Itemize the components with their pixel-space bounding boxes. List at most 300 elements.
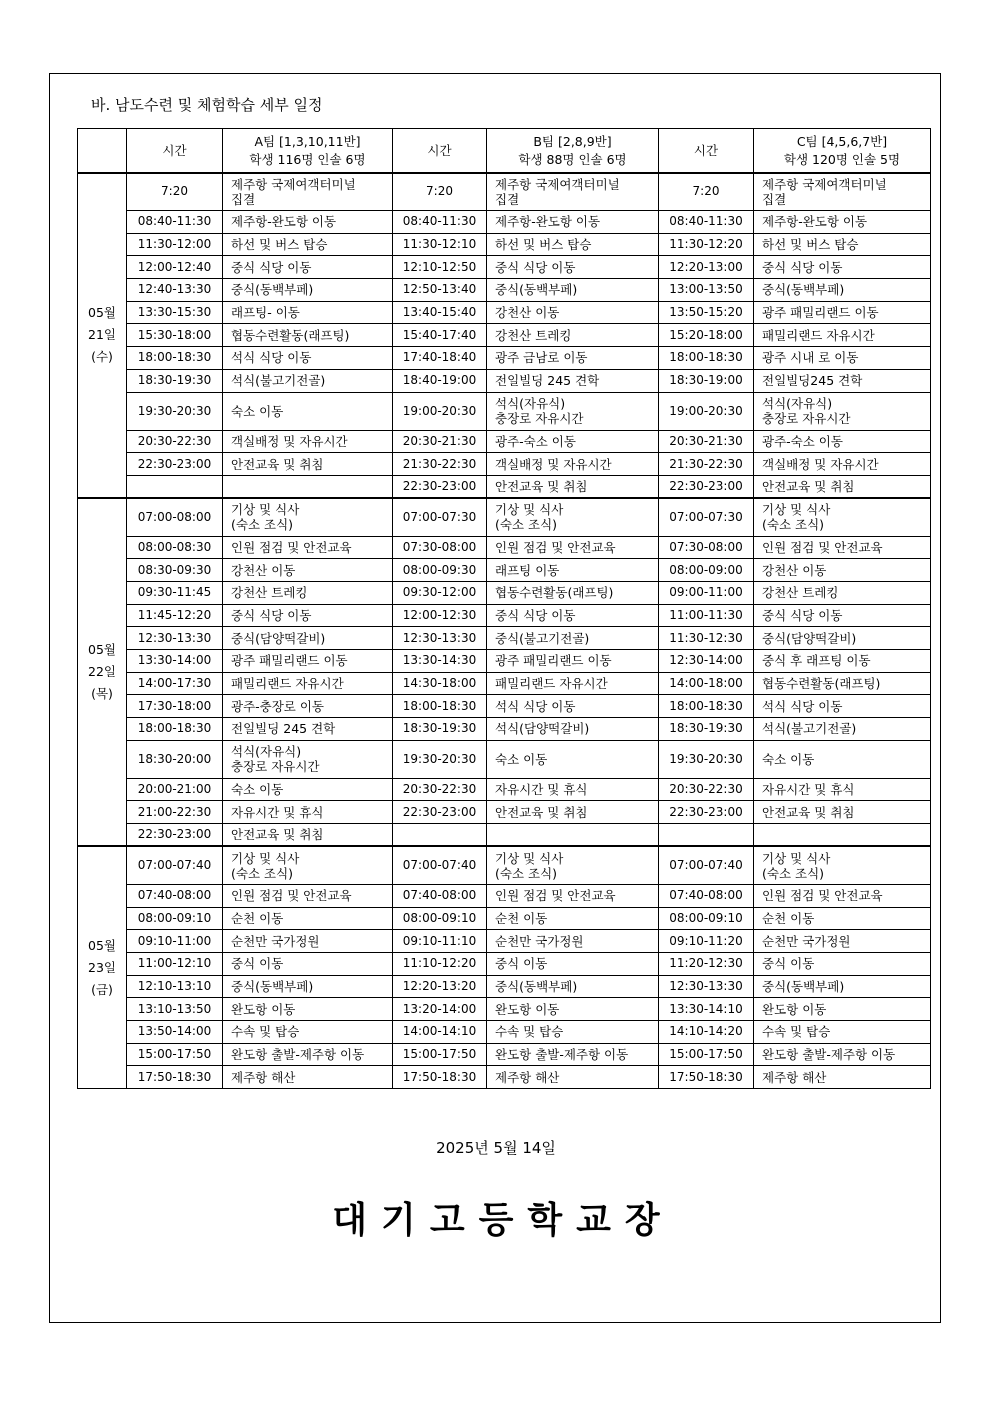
activity-line: 강천산 트레킹 [762, 585, 839, 601]
activity-line: 하선 및 버스 탑승 [495, 237, 592, 253]
team-a-activity [223, 369, 393, 392]
activity-line: 안전교육 및 취침 [231, 456, 324, 472]
schedule-row [78, 211, 931, 234]
activity-line: 인원 점검 및 안전교육 [231, 539, 352, 555]
team-a-activity [223, 324, 393, 347]
activity-line: 광주 시내 로 이동 [762, 350, 859, 366]
team-c-time: 17:50-18:30 [659, 1066, 754, 1089]
activity-line: 숙소 이동 [231, 782, 284, 798]
team-b-time: 08:00-09:30 [393, 559, 487, 582]
team-c-time: 12:20-13:00 [659, 256, 754, 279]
activity-line: 집결 [231, 191, 256, 207]
team-b-time: 20:30-21:30 [393, 430, 487, 453]
activity-line: 인원 점검 및 안전교육 [495, 888, 616, 904]
team-b-time: 7:20 [393, 173, 487, 211]
activity-line: 완도항 이동 [762, 1001, 827, 1017]
team-a-activity [223, 672, 393, 695]
team-b-time: 12:50-13:40 [393, 279, 487, 302]
team-b-activity [487, 1020, 659, 1043]
team-b-time: 12:10-12:50 [393, 256, 487, 279]
team-c-activity [754, 369, 931, 392]
team-c-name: C팀 [4,5,6,7반] [796, 133, 888, 149]
activity-line: 수속 및 탑승 [762, 1024, 831, 1040]
day-label [78, 846, 127, 1088]
activity-line: 기상 및 식사 [495, 850, 564, 866]
team-c-activity [754, 718, 931, 741]
team-a-activity [223, 1020, 393, 1043]
team-b-time: 07:30-08:00 [393, 536, 487, 559]
team-c-time: 22:30-23:00 [659, 475, 754, 498]
team-a-time: 08:00-08:30 [127, 536, 223, 559]
team-c-activity [754, 453, 931, 476]
header-time-a: 시간 [127, 129, 223, 173]
activity-line: 순천만 국가정원 [762, 933, 851, 949]
team-a-time: 18:30-19:30 [127, 369, 223, 392]
team-b-activity [487, 824, 659, 847]
schedule-row [78, 581, 931, 604]
team-b-activity [487, 952, 659, 975]
activity-line: 자유시간 및 휴식 [231, 804, 324, 820]
schedule-table [77, 128, 931, 1089]
header-team-a [223, 129, 393, 173]
header-time-c: 시간 [659, 129, 754, 173]
team-a-time: 07:40-08:00 [127, 884, 223, 907]
activity-line: 중식(동백부페) [495, 282, 578, 298]
team-c-time: 15:20-18:00 [659, 324, 754, 347]
team-a-time: 17:50-18:30 [127, 1066, 223, 1089]
activity-line: 숙소 이동 [762, 751, 815, 767]
day-label-line: 23일 [88, 959, 116, 975]
activity-line: 순천 이동 [762, 910, 815, 926]
team-a-activity [223, 650, 393, 673]
activity-line: 석식 식당 이동 [231, 350, 312, 366]
team-b-time: 07:00-07:40 [393, 846, 487, 884]
activity-line: 중식 식당 이동 [231, 259, 312, 275]
activity-line: 자유시간 및 휴식 [495, 782, 588, 798]
team-c-activity [754, 604, 931, 627]
activity-line: 안전교육 및 취침 [495, 804, 588, 820]
activity-line: 패밀리랜드 자유시간 [231, 676, 344, 692]
schedule-row [78, 453, 931, 476]
activity-line: 하선 및 버스 탑승 [762, 237, 859, 253]
team-b-time: 14:00-14:10 [393, 1020, 487, 1043]
activity-line: 래프팅 이동 [495, 562, 560, 578]
activity-line: 기상 및 식사 [495, 502, 564, 518]
team-a-activity [223, 975, 393, 998]
team-c-activity [754, 846, 931, 884]
activity-line: 석식(자유식) [762, 396, 833, 411]
day-label-line: 05월 [88, 305, 116, 321]
schedule-row [78, 475, 931, 498]
activity-line: 인원 점검 및 안전교육 [231, 888, 352, 904]
activity-line: 순천 이동 [495, 910, 548, 926]
team-a-activity [223, 173, 393, 211]
activity-line: 안전교육 및 취침 [762, 478, 855, 494]
team-b-activity [487, 233, 659, 256]
team-a-time: 08:30-09:30 [127, 559, 223, 582]
schedule-row [78, 604, 931, 627]
day-label-line: 22일 [88, 664, 116, 680]
schedule-row [78, 430, 931, 453]
team-a-activity [223, 211, 393, 234]
team-a-activity [223, 581, 393, 604]
team-c-time: 19:00-20:30 [659, 392, 754, 430]
activity-line: 하선 및 버스 탑승 [231, 237, 328, 253]
activity-line: 제주항 해산 [231, 1069, 296, 1085]
team-b-activity [487, 347, 659, 370]
activity-line: 안전교육 및 취침 [231, 827, 324, 843]
team-a-time: 17:30-18:00 [127, 695, 223, 718]
team-a-activity [223, 998, 393, 1021]
team-c-time: 07:30-08:00 [659, 536, 754, 559]
team-b-activity [487, 498, 659, 536]
team-c-time: 09:00-11:00 [659, 581, 754, 604]
activity-line: 순천만 국가정원 [495, 933, 584, 949]
team-b-time: 07:00-07:30 [393, 498, 487, 536]
activity-line: (숙소 조식) [762, 865, 825, 881]
team-c-activity [754, 1020, 931, 1043]
team-b-activity [487, 778, 659, 801]
team-b-activity [487, 324, 659, 347]
activity-line: 중식 이동 [762, 956, 815, 972]
team-b-time [393, 824, 487, 847]
team-a-time: 08:00-09:10 [127, 907, 223, 930]
day-label-line: (수) [91, 349, 113, 365]
team-a-activity [223, 930, 393, 953]
team-b-activity [487, 695, 659, 718]
team-c-activity [754, 301, 931, 324]
activity-line: 중식 식당 이동 [762, 259, 843, 275]
schedule-row [78, 824, 931, 847]
team-a-time: 09:10-11:00 [127, 930, 223, 953]
team-c-time: 22:30-23:00 [659, 801, 754, 824]
activity-line: 석식(불고기전골) [762, 721, 857, 737]
schedule-row [78, 907, 931, 930]
activity-line: 순천 이동 [231, 910, 284, 926]
team-c-time: 18:30-19:00 [659, 369, 754, 392]
team-b-activity [487, 581, 659, 604]
team-b-activity [487, 369, 659, 392]
team-a-activity [223, 559, 393, 582]
day-label [78, 173, 127, 499]
team-b-activity [487, 392, 659, 430]
activity-line: 기상 및 식사 [762, 502, 831, 518]
team-c-activity [754, 824, 931, 847]
team-c-time: 08:00-09:10 [659, 907, 754, 930]
activity-line: 객실배정 및 자유시간 [762, 456, 879, 472]
schedule-row [78, 256, 931, 279]
document-date: 2025년 5월 14일 [436, 1139, 556, 1157]
activity-line: 중식 식당 이동 [762, 607, 843, 623]
team-c-activity [754, 498, 931, 536]
team-a-activity [223, 430, 393, 453]
schedule-row [78, 695, 931, 718]
activity-line: 패밀리랜드 자유시간 [762, 327, 875, 343]
team-b-activity [487, 536, 659, 559]
activity-line: 중식 식당 이동 [231, 607, 312, 623]
team-a-time: 14:00-17:30 [127, 672, 223, 695]
team-c-time: 07:00-07:40 [659, 846, 754, 884]
schedule-row [78, 536, 931, 559]
team-a-activity [223, 824, 393, 847]
team-c-time: 21:30-22:30 [659, 453, 754, 476]
team-a-time: 15:30-18:00 [127, 324, 223, 347]
team-a-activity [223, 718, 393, 741]
team-a-activity [223, 627, 393, 650]
activity-line: 광주 패밀리랜드 이동 [495, 653, 612, 669]
team-b-activity [487, 301, 659, 324]
team-c-activity [754, 650, 931, 673]
team-b-time: 17:40-18:40 [393, 347, 487, 370]
team-c-time: 11:20-12:30 [659, 952, 754, 975]
activity-line: 중식(불고기전골) [495, 630, 590, 646]
schedule-row [78, 233, 931, 256]
team-a-activity [223, 604, 393, 627]
team-b-activity [487, 650, 659, 673]
schedule-row [78, 975, 931, 998]
team-a-time: 09:30-11:45 [127, 581, 223, 604]
team-b-activity [487, 884, 659, 907]
header-corner [78, 129, 127, 173]
team-b-activity [487, 453, 659, 476]
activity-line: 제주항 국제여객터미널 [231, 176, 356, 192]
team-c-activity [754, 559, 931, 582]
team-a-name: A팀 [1,3,10,11반] [254, 133, 361, 149]
team-a-time: 18:00-18:30 [127, 718, 223, 741]
team-c-time: 14:10-14:20 [659, 1020, 754, 1043]
header-row [78, 129, 931, 173]
activity-line: 광주 패밀리랜드 이동 [231, 653, 348, 669]
team-c-time: 13:30-14:10 [659, 998, 754, 1021]
team-a-activity [223, 475, 393, 498]
activity-line: 전일빌딩245 견학 [762, 373, 863, 389]
team-a-activity [223, 907, 393, 930]
team-a-time: 12:10-13:10 [127, 975, 223, 998]
team-b-time: 20:30-22:30 [393, 778, 487, 801]
activity-line: 제주항 해산 [762, 1069, 827, 1085]
activity-line: 협동수련활동(래프팅) [762, 676, 881, 692]
team-c-activity [754, 536, 931, 559]
team-a-activity [223, 801, 393, 824]
activity-line: 중식(동백부페) [495, 978, 578, 994]
activity-line: 광주-숙소 이동 [495, 433, 576, 449]
team-b-time: 18:40-19:00 [393, 369, 487, 392]
team-b-time: 22:30-23:00 [393, 475, 487, 498]
team-a-activity [223, 233, 393, 256]
activity-line: 중식 식당 이동 [495, 607, 576, 623]
team-b-activity [487, 672, 659, 695]
activity-line: 광주-충장로 이동 [231, 698, 325, 714]
schedule-row [78, 1020, 931, 1043]
team-c-time: 11:30-12:20 [659, 233, 754, 256]
team-b-time: 19:30-20:30 [393, 740, 487, 778]
schedule-row [78, 672, 931, 695]
team-c-activity [754, 173, 931, 211]
schedule-row [78, 884, 931, 907]
team-c-activity [754, 1066, 931, 1089]
team-b-time: 12:00-12:30 [393, 604, 487, 627]
schedule-row [78, 846, 931, 884]
team-b-time: 13:40-15:40 [393, 301, 487, 324]
schedule-row [78, 650, 931, 673]
team-b-activity [487, 975, 659, 998]
header-team-c [754, 129, 931, 173]
team-b-time: 17:50-18:30 [393, 1066, 487, 1089]
team-a-activity [223, 498, 393, 536]
activity-line: 숙소 이동 [231, 403, 284, 419]
activity-line: 중식 이동 [231, 956, 284, 972]
activity-line: 인원 점검 및 안전교육 [762, 888, 883, 904]
team-c-time: 08:40-11:30 [659, 211, 754, 234]
team-b-time: 09:10-11:10 [393, 930, 487, 953]
team-a-time: 21:00-22:30 [127, 801, 223, 824]
team-a-time: 13:30-15:30 [127, 301, 223, 324]
activity-line: 제주항-완도항 이동 [762, 214, 868, 230]
activity-line: 집결 [495, 191, 520, 207]
schedule-row [78, 718, 931, 741]
team-a-time: 13:30-14:00 [127, 650, 223, 673]
team-b-activity [487, 998, 659, 1021]
team-c-activity [754, 279, 931, 302]
schedule-row [78, 930, 931, 953]
team-a-activity [223, 740, 393, 778]
team-b-activity [487, 1066, 659, 1089]
activity-line: 기상 및 식사 [231, 850, 300, 866]
team-a-time: 13:50-14:00 [127, 1020, 223, 1043]
activity-line: 중식 후 래프팅 이동 [762, 653, 871, 669]
team-a-activity [223, 884, 393, 907]
schedule-row [78, 392, 931, 430]
team-a-time: 11:30-12:00 [127, 233, 223, 256]
team-c-time: 08:00-09:00 [659, 559, 754, 582]
activity-line: 래프팅- 이동 [231, 305, 300, 321]
activity-line: 중식(담양떡갈비) [762, 630, 857, 646]
team-c-activity [754, 740, 931, 778]
team-a-time: 7:20 [127, 173, 223, 211]
activity-line: 자유시간 및 휴식 [762, 782, 855, 798]
activity-line: 석식(담양떡갈비) [495, 721, 590, 737]
team-c-time: 12:30-13:30 [659, 975, 754, 998]
team-c-activity [754, 778, 931, 801]
team-b-time: 18:00-18:30 [393, 695, 487, 718]
team-c-time: 13:50-15:20 [659, 301, 754, 324]
activity-line: (숙소 조식) [495, 865, 558, 881]
team-b-activity [487, 279, 659, 302]
schedule-row [78, 347, 931, 370]
team-b-time: 07:40-08:00 [393, 884, 487, 907]
team-a-activity [223, 695, 393, 718]
team-b-time: 09:30-12:00 [393, 581, 487, 604]
team-c-time: 20:30-22:30 [659, 778, 754, 801]
activity-line: 충장로 자유시간 [762, 411, 851, 426]
activity-line: 협동수련활동(래프팅) [231, 327, 350, 343]
schedule-row [78, 559, 931, 582]
activity-line: 석식(불고기전골) [231, 373, 326, 389]
team-c-time: 20:30-21:30 [659, 430, 754, 453]
activity-line: 집결 [762, 191, 787, 207]
day-label-line: 21일 [88, 327, 116, 343]
team-c-time: 07:40-08:00 [659, 884, 754, 907]
team-b-activity [487, 801, 659, 824]
team-a-time: 18:30-20:00 [127, 740, 223, 778]
activity-line: 숙소 이동 [495, 751, 548, 767]
team-a-activity [223, 347, 393, 370]
activity-line: 중식 이동 [495, 956, 548, 972]
activity-line: 충장로 자유시간 [231, 759, 320, 775]
team-c-activity [754, 256, 931, 279]
schedule-row [78, 627, 931, 650]
team-b-activity [487, 559, 659, 582]
activity-line: (숙소 조식) [495, 517, 558, 533]
team-b-time: 13:30-14:30 [393, 650, 487, 673]
activity-line: 인원 점검 및 안전교육 [495, 539, 616, 555]
team-c-activity [754, 211, 931, 234]
team-a-activity [223, 536, 393, 559]
activity-line: 안전교육 및 취침 [762, 804, 855, 820]
schedule-body [78, 173, 931, 1089]
team-c-activity [754, 672, 931, 695]
team-b-time: 11:30-12:10 [393, 233, 487, 256]
schedule-row [78, 324, 931, 347]
day-label-line: (금) [91, 981, 113, 997]
team-c-time: 13:00-13:50 [659, 279, 754, 302]
team-c-time: 19:30-20:30 [659, 740, 754, 778]
day-label [78, 498, 127, 846]
team-a-activity [223, 778, 393, 801]
activity-line: 인원 점검 및 안전교육 [762, 539, 883, 555]
team-a-activity [223, 392, 393, 430]
team-a-activity [223, 1043, 393, 1066]
team-c-time: 11:00-11:30 [659, 604, 754, 627]
team-b-time: 12:20-13:20 [393, 975, 487, 998]
section-title: 바. 남도수련 및 체험학습 세부 일정 [91, 96, 323, 114]
team-c-activity [754, 392, 931, 430]
team-c-time: 18:00-18:30 [659, 695, 754, 718]
activity-line: 강천산 이동 [231, 562, 296, 578]
team-c-detail: 학생 120명 인솔 5명 [783, 151, 901, 167]
team-a-time: 22:30-23:00 [127, 824, 223, 847]
principal-signature: 대기고등학교장 [332, 1200, 674, 1241]
team-c-activity [754, 998, 931, 1021]
team-a-activity [223, 1066, 393, 1089]
schedule-row [78, 952, 931, 975]
team-b-activity [487, 930, 659, 953]
schedule-row [78, 1066, 931, 1089]
activity-line: 기상 및 식사 [231, 502, 300, 518]
activity-line: 기상 및 식사 [762, 850, 831, 866]
team-b-time: 19:00-20:30 [393, 392, 487, 430]
team-b-time: 11:10-12:20 [393, 952, 487, 975]
activity-line: 광주 금남로 이동 [495, 350, 588, 366]
team-a-time: 07:00-08:00 [127, 498, 223, 536]
team-b-time: 15:40-17:40 [393, 324, 487, 347]
team-b-time: 22:30-23:00 [393, 801, 487, 824]
team-c-activity [754, 975, 931, 998]
day-label-line: (목) [91, 686, 113, 702]
activity-line: 제주항-완도항 이동 [231, 214, 337, 230]
team-c-time: 18:30-19:30 [659, 718, 754, 741]
team-b-activity [487, 256, 659, 279]
activity-line: 제주항 국제여객터미널 [762, 176, 887, 192]
team-c-activity [754, 475, 931, 498]
team-a-detail: 학생 116명 인솔 6명 [249, 151, 366, 167]
activity-line: 완도항 이동 [495, 1001, 560, 1017]
team-a-time: 20:00-21:00 [127, 778, 223, 801]
team-b-activity [487, 740, 659, 778]
team-a-time: 18:00-18:30 [127, 347, 223, 370]
activity-line: (숙소 조식) [231, 865, 294, 881]
team-a-time: 12:30-13:30 [127, 627, 223, 650]
